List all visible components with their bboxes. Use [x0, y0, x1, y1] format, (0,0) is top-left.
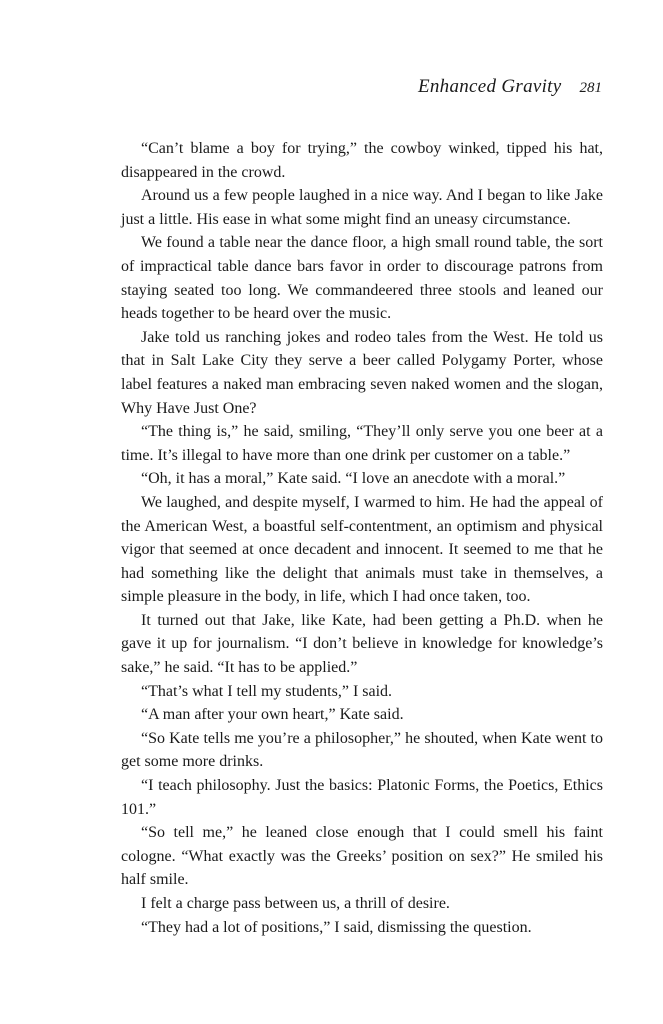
paragraph: I felt a charge pass between us, a thrill of desire.: [141, 895, 450, 912]
paragraph: Around us a few people laughed in a nice way. And I began to like Jake just a little. His ease in what some might find an uneasy circumstance.: [121, 187, 603, 228]
page-number: 281: [579, 80, 602, 96]
paragraph: “Oh, it has a moral,” Kate said. “I love an anecdote with a moral.”: [141, 470, 566, 488]
running-header: [418, 76, 602, 98]
paragraph: Jake told us ranching jokes and rodeo tales from the West. He told us that in Salt Lake City they serve a beer called Polygamy Porter, whose label features a naked man embracing seven naked women and the slogan, Why Have Just One?: [121, 328, 603, 417]
paragraph: “So tell me,” he leaned close enough that I could smell his faint cologne. “What exactly was the Greeks’ position on sex?” He smiled his half smile.: [121, 824, 603, 889]
paragraph: It turned out that Jake, like Kate, had been getting a Ph.D. when he gave it up for journalism. “I don’t believe in knowledge for knowledge’s sake,” he said. “It has to be applied.”: [121, 611, 603, 677]
paragraph: “So Kate tells me you’re a philosopher,” he shouted, when Kate went to get some more drinks.: [121, 729, 603, 771]
paragraph: We found a table near the dance floor, a high small round table, the sort of impractical table dance bars favor in order to discourage patrons from staying seated too long. We commandeered three stools and leaned our heads together to be heard over the music.: [121, 234, 603, 323]
body-text: [121, 137, 603, 939]
paragraph: “They had a lot of positions,” I said, dismissing the question.: [141, 918, 532, 936]
paragraph: “Can’t blame a boy for trying,” the cowboy winked, tipped his hat, disappeared in the crowd.: [121, 140, 603, 181]
paragraph: “A man after your own heart,” Kate said.: [141, 706, 404, 724]
paragraph: We laughed, and despite myself, I warmed to him. He had the appeal of the American West, a boastful self-contentment, an optimism and physical vigor that seemed at once decadent and innocent. It seemed to me that he had something like the delight that animals must take in themselves, a simple pleasure in the body, in life, which I had once taken, too.: [121, 493, 603, 606]
running-header-title: Enhanced Gravity: [417, 76, 562, 97]
paragraph: “That’s what I tell my students,” I said.: [141, 682, 393, 700]
paragraph: “The thing is,” he said, smiling, “They’ll only serve you one beer at a time. It’s illegal to have more than one drink per customer on a table.”: [121, 423, 603, 464]
paragraph: “I teach philosophy. Just the basics: Platonic Forms, the Poetics, Ethics 101.”: [121, 777, 603, 818]
